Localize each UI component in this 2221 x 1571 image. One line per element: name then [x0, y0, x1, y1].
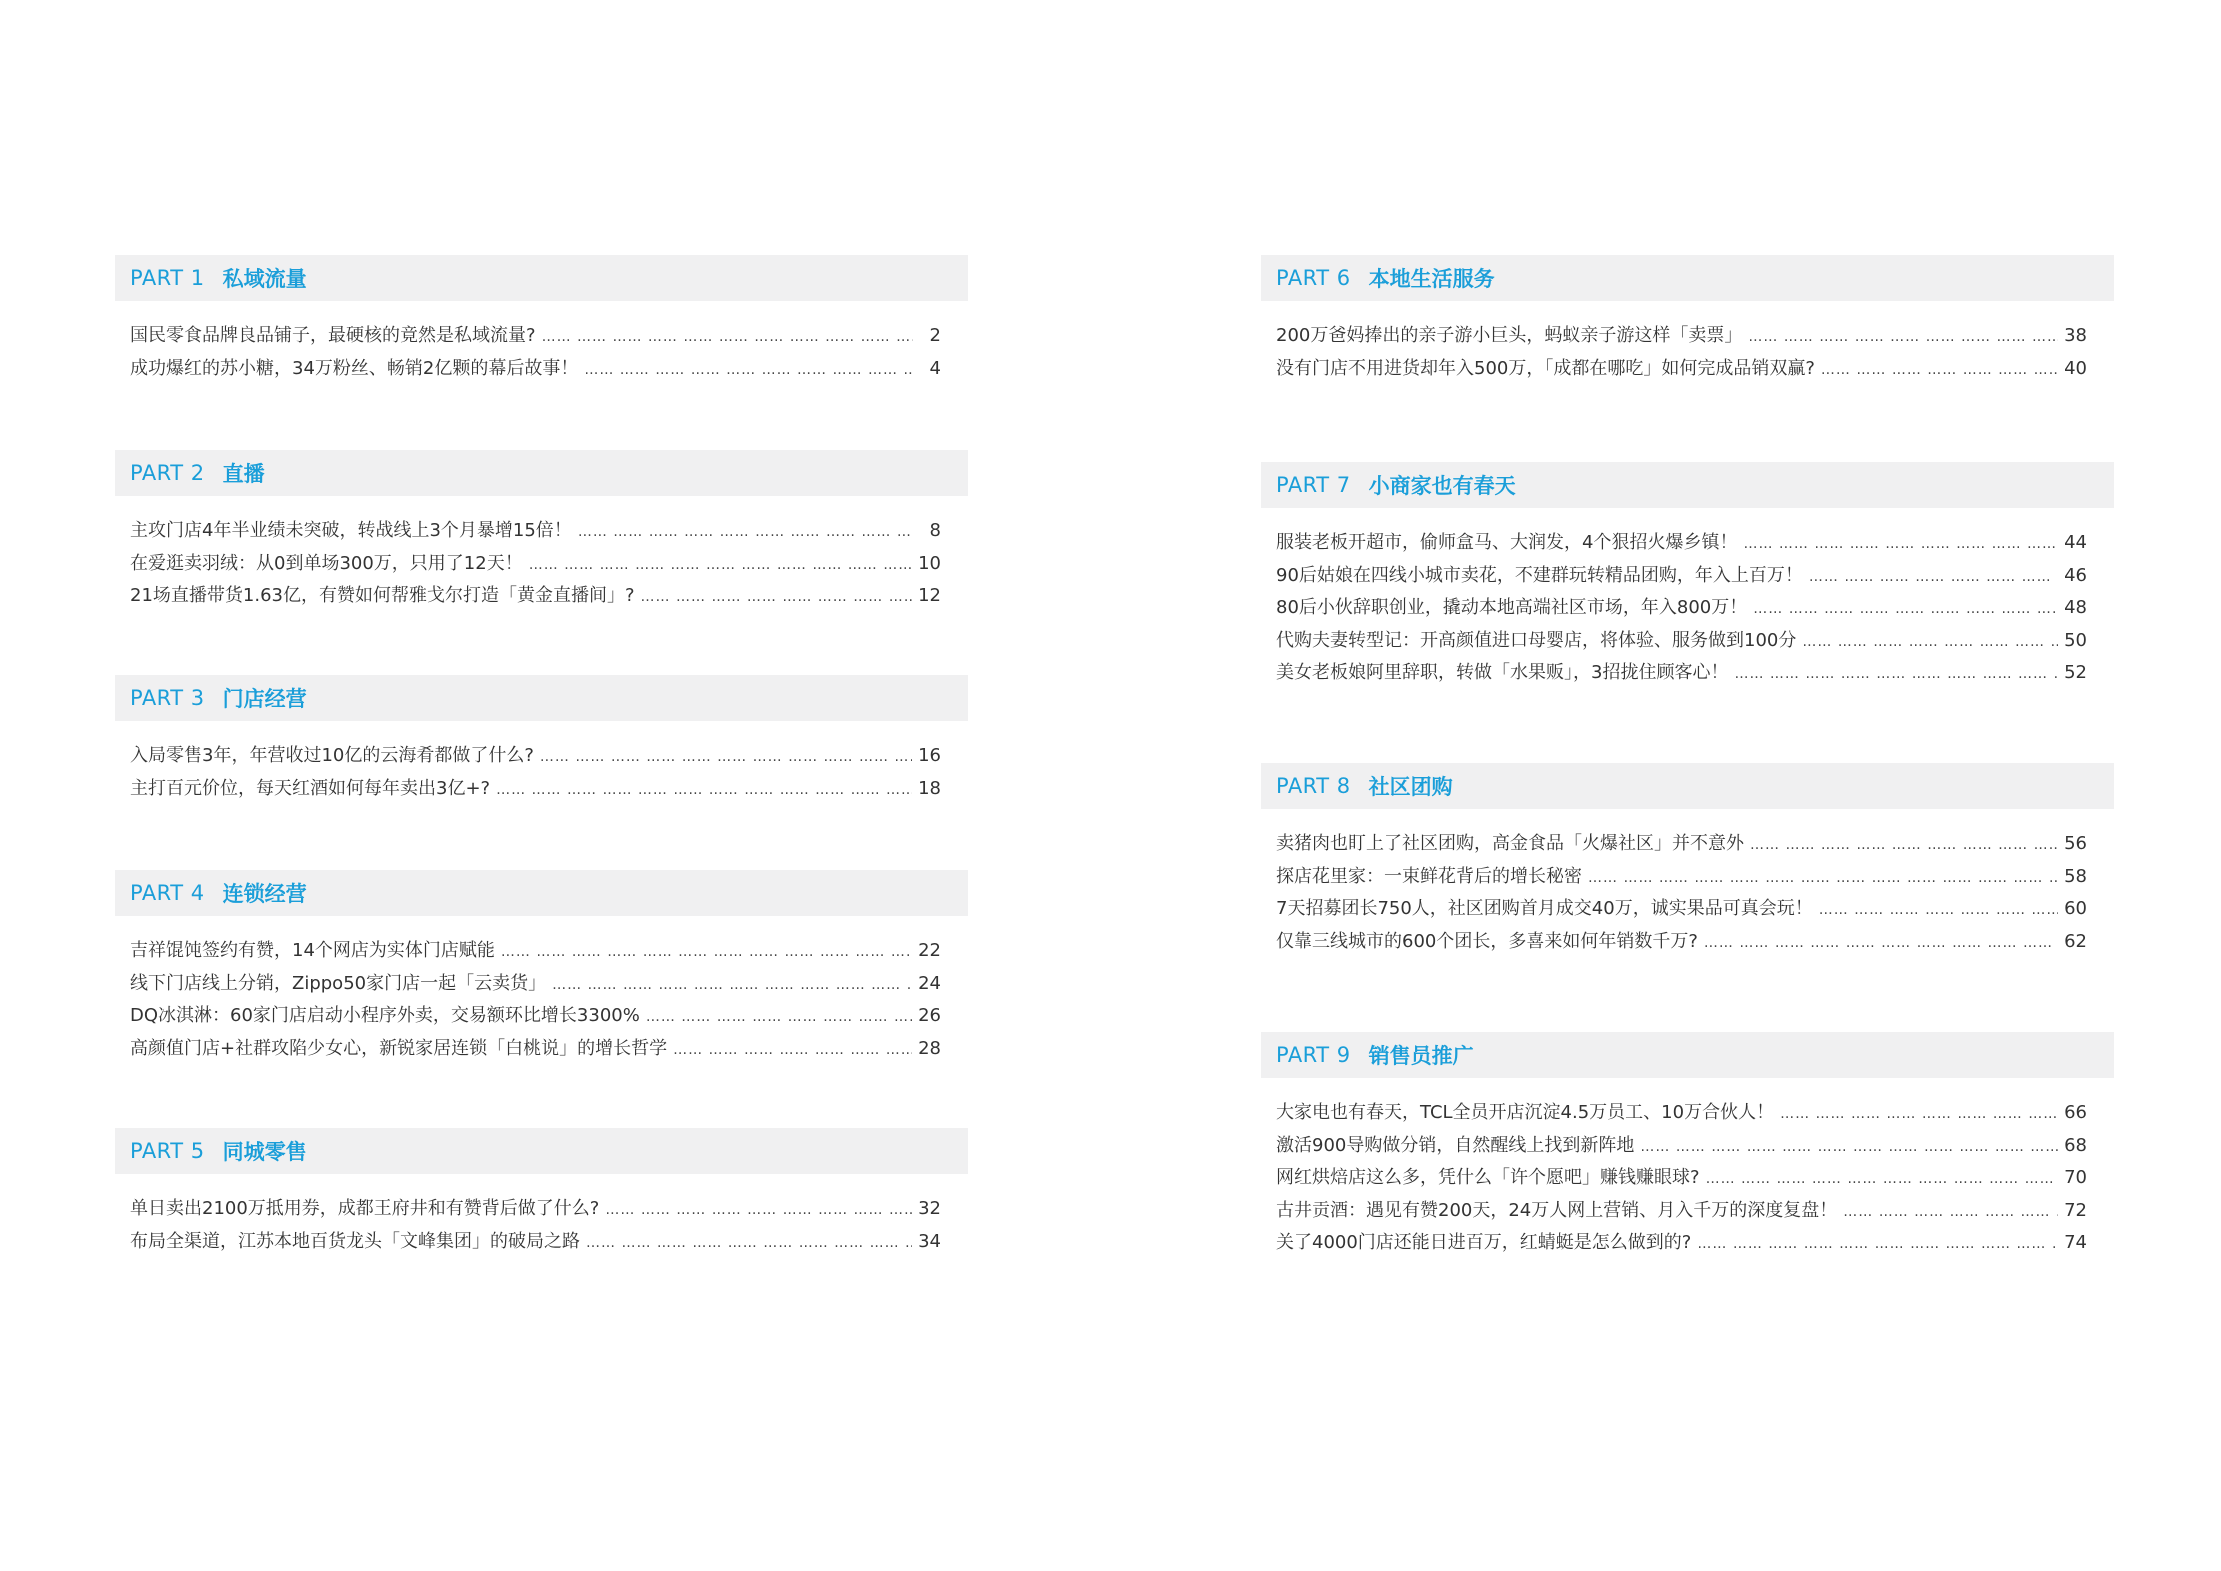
entry-title: 服装老板开超市，偷师盒马、大润发，4个狠招火爆乡镇！ [1276, 532, 1738, 553]
entry-list [115, 1174, 968, 1259]
dot-leader [501, 944, 912, 960]
entry-page-number: 66 [2064, 1102, 2087, 1123]
part-title: 私域流量 [222, 267, 307, 291]
toc-entry[interactable] [1276, 528, 2087, 561]
toc-entry[interactable] [130, 936, 941, 969]
toc-entry[interactable] [1276, 927, 2087, 960]
entry-page-number: 72 [2064, 1199, 2087, 1221]
toc-section [115, 1128, 968, 1259]
dot-leader [1743, 536, 2058, 552]
toc-entry[interactable] [1276, 862, 2087, 895]
dot-leader [540, 749, 912, 765]
dot-leader [1697, 1236, 2058, 1252]
entry-title: 成功爆红的苏小糖，34万粉丝、畅销2亿颗的幕后故事！ [130, 357, 579, 379]
toc-entry[interactable] [1276, 593, 2087, 626]
entry-page-number: 46 [2064, 564, 2087, 586]
entry-title: 入局零售3年，年营收过10亿的云海肴都做了什么? [130, 745, 534, 766]
entry-title: 在爱逛卖羽绒：从0到单场300万，只用了12天！ [130, 552, 523, 574]
entry-title: 国民零食品牌良品铺子，最硬核的竟然是私域流量? [130, 325, 536, 346]
toc-entry[interactable] [1276, 626, 2087, 659]
toc-entry[interactable] [1276, 658, 2087, 691]
entry-title: DQ冰淇淋：60家门店启动小程序外卖，交易额环比增长3300% [130, 1005, 640, 1026]
dot-leader [605, 1202, 912, 1218]
entry-list [115, 721, 968, 806]
section-header [115, 870, 968, 916]
section-header [1261, 763, 2114, 809]
entry-title: 美女老板娘阿里辞职，转做「水果贩」，3招拢住顾客心！ [1276, 662, 1729, 683]
dot-leader [1819, 902, 2058, 918]
part-label: PART 7 [1276, 473, 1351, 497]
entry-title: 代购夫妻转型记：开高颜值进口母婴店，将体验、服务做到100分 [1276, 629, 1797, 651]
entry-page-number: 68 [2064, 1134, 2087, 1156]
entry-list [115, 916, 968, 1066]
entry-page-number: 4 [929, 357, 941, 379]
entry-list [115, 301, 968, 386]
dot-leader [496, 782, 912, 798]
toc-entry[interactable] [130, 1194, 941, 1227]
part-title: 连锁经营 [222, 882, 307, 906]
entry-page-number: 28 [918, 1037, 941, 1059]
entry-title: 主打百元价位，每天红酒如何每年卖出3亿+? [130, 777, 491, 799]
part-label: PART 9 [1276, 1043, 1351, 1067]
dot-leader [1821, 362, 2058, 378]
section-header [115, 675, 968, 721]
dot-leader [1706, 1171, 2059, 1187]
toc-section [115, 870, 968, 1066]
entry-page-number: 52 [2064, 662, 2087, 683]
dot-leader [641, 589, 913, 605]
entry-list [1261, 301, 2114, 386]
entry-title: 古井贡酒：遇见有赞200天，24万人网上营销、月入千万的深度复盘！ [1276, 1199, 1838, 1221]
part-label: PART 2 [130, 461, 205, 485]
entry-page-number: 50 [2064, 629, 2087, 651]
entry-page-number: 70 [2064, 1167, 2087, 1188]
toc-entry[interactable] [1276, 1098, 2087, 1131]
section-header [1261, 462, 2114, 508]
entry-list [1261, 508, 2114, 691]
dot-leader [1802, 634, 2058, 650]
entry-page-number: 34 [918, 1230, 941, 1252]
dot-leader [1750, 837, 2058, 853]
part-label: PART 1 [130, 266, 205, 290]
toc-entry[interactable] [1276, 1196, 2087, 1229]
entry-page-number: 38 [2064, 325, 2087, 346]
dot-leader [1780, 1106, 2058, 1122]
entry-title: 布局全渠道，江苏本地百货龙头「文峰集团」的破局之路 [130, 1230, 580, 1252]
toc-entry[interactable] [1276, 354, 2087, 387]
dot-leader [1753, 601, 2058, 617]
part-title: 直播 [222, 462, 265, 486]
toc-entry[interactable] [130, 1034, 941, 1067]
dot-leader [1588, 870, 2058, 886]
entry-page-number: 12 [918, 585, 941, 606]
toc-section [1261, 255, 2114, 386]
entry-page-number: 62 [2064, 930, 2087, 952]
toc-section [1261, 1032, 2114, 1261]
entry-title: 探店花里家：一束鲜花背后的增长秘密 [1276, 865, 1582, 887]
dot-leader [586, 1235, 912, 1251]
toc-entry[interactable] [1276, 829, 2087, 862]
entry-title: 主攻门店4年半业绩未突破，转战线上3个月暴增15倍！ [130, 520, 572, 541]
entry-page-number: 16 [918, 745, 941, 766]
entry-page-number: 44 [2064, 532, 2087, 553]
part-title: 小商家也有春天 [1368, 474, 1516, 498]
dot-leader [1843, 1204, 2058, 1220]
dot-leader [1748, 329, 2058, 345]
dot-leader [542, 329, 913, 345]
entry-page-number: 58 [2064, 865, 2087, 887]
entry-page-number: 74 [2064, 1232, 2087, 1253]
dot-leader [529, 557, 912, 573]
dot-leader [1640, 1139, 2058, 1155]
toc-entry[interactable] [130, 549, 941, 582]
toc-section [1261, 462, 2114, 691]
dot-leader [1704, 935, 2058, 951]
entry-page-number: 18 [918, 777, 941, 799]
entry-title: 仅靠三线城市的600个团长，多喜来如何年销数千万? [1276, 930, 1698, 952]
toc-entry[interactable] [130, 321, 941, 354]
section-header [1261, 1032, 2114, 1078]
entry-page-number: 60 [2064, 898, 2087, 919]
entry-title: 卖猪肉也盯上了社区团购，高金食品「火爆社区」并不意外 [1276, 833, 1744, 854]
entry-page-number: 24 [918, 972, 941, 994]
part-label: PART 3 [130, 686, 205, 710]
part-label: PART 6 [1276, 266, 1351, 290]
entry-list [115, 496, 968, 614]
toc-entry[interactable] [1276, 894, 2087, 927]
entry-title: 200万爸妈捧出的亲子游小巨头，蚂蚁亲子游这样「卖票」 [1276, 325, 1743, 346]
entry-page-number: 40 [2064, 357, 2087, 379]
entry-title: 90后姑娘在四线小城市卖花，不建群玩转精品团购，年入上百万！ [1276, 564, 1803, 586]
section-header [115, 255, 968, 301]
entry-page-number: 32 [918, 1198, 941, 1219]
toc-section [115, 675, 968, 806]
toc-entry[interactable] [1276, 1163, 2087, 1196]
toc-section [115, 450, 968, 614]
toc-entry[interactable] [130, 741, 941, 774]
toc-entry[interactable] [130, 581, 941, 614]
dot-leader [584, 362, 913, 378]
part-title: 门店经营 [222, 687, 307, 711]
entry-title: 没有门店不用进货却年入500万，「成都在哪吃」如何完成品销双赢? [1276, 357, 1815, 379]
toc-entry[interactable] [1276, 1131, 2087, 1164]
part-label: PART 8 [1276, 774, 1351, 798]
toc-entry[interactable] [130, 1227, 941, 1260]
toc-section [115, 255, 968, 386]
entry-title: 激活900导购做分销，自然醒线上找到新阵地 [1276, 1134, 1635, 1156]
section-header [1261, 255, 2114, 301]
dot-leader [552, 977, 912, 993]
toc-entry[interactable] [130, 774, 941, 807]
entry-page-number: 10 [918, 552, 941, 574]
entry-list [1261, 809, 2114, 959]
entry-title: 吉祥馄饨签约有赞，14个网店为实体门店赋能 [130, 940, 495, 961]
entry-title: 高颜值门店+社群攻陷少女心，新锐家居连锁「白桃说」的增长哲学 [130, 1037, 668, 1059]
entry-title: 单日卖出2100万抵用券，成都王府井和有赞背后做了什么? [130, 1198, 600, 1219]
part-title: 同城零售 [222, 1140, 307, 1164]
entry-page-number: 56 [2064, 833, 2087, 854]
part-label: PART 4 [130, 881, 205, 905]
toc-entry[interactable] [130, 969, 941, 1002]
dot-leader [646, 1009, 912, 1025]
entry-page-number: 22 [918, 940, 941, 961]
entry-page-number: 8 [929, 520, 941, 541]
toc-section [1261, 763, 2114, 959]
toc-entry[interactable] [1276, 561, 2087, 594]
toc-entry[interactable] [130, 354, 941, 387]
entry-title: 网红烘焙店这么多，凭什么「许个愿吧」赚钱赚眼球? [1276, 1167, 1700, 1188]
part-label: PART 5 [130, 1139, 205, 1163]
entry-title: 大家电也有春天，TCL全员开店沉淀4.5万员工、10万合伙人！ [1276, 1102, 1775, 1123]
section-header [115, 1128, 968, 1174]
entry-page-number: 48 [2064, 597, 2087, 618]
toc-entry[interactable] [1276, 321, 2087, 354]
entry-title: 21场直播带货1.63亿，有赞如何帮雅戈尔打造「黄金直播间」? [130, 585, 635, 606]
section-header [115, 450, 968, 496]
entry-title: 80后小伙辞职创业，撬动本地高端社区市场，年入800万！ [1276, 597, 1748, 618]
dot-leader [1734, 666, 2058, 682]
entry-title: 关了4000门店还能日进百万，红蜻蜓是怎么做到的? [1276, 1232, 1692, 1253]
toc-entry[interactable] [130, 516, 941, 549]
part-title: 本地生活服务 [1368, 267, 1495, 291]
part-title: 销售员推广 [1368, 1044, 1474, 1068]
dot-leader [578, 524, 913, 540]
toc-entry[interactable] [130, 1001, 941, 1034]
entry-title: 7天招募团长750人，社区团购首月成交40万，诚实果品可真会玩！ [1276, 898, 1813, 919]
part-title: 社区团购 [1368, 775, 1453, 799]
dot-leader [673, 1042, 912, 1058]
entry-list [1261, 1078, 2114, 1261]
dot-leader [1809, 569, 2058, 585]
entry-title: 线下门店线上分销，Zippo50家门店一起「云卖货」 [130, 972, 547, 994]
toc-entry[interactable] [1276, 1228, 2087, 1261]
entry-page-number: 2 [929, 325, 941, 346]
entry-page-number: 26 [918, 1005, 941, 1026]
